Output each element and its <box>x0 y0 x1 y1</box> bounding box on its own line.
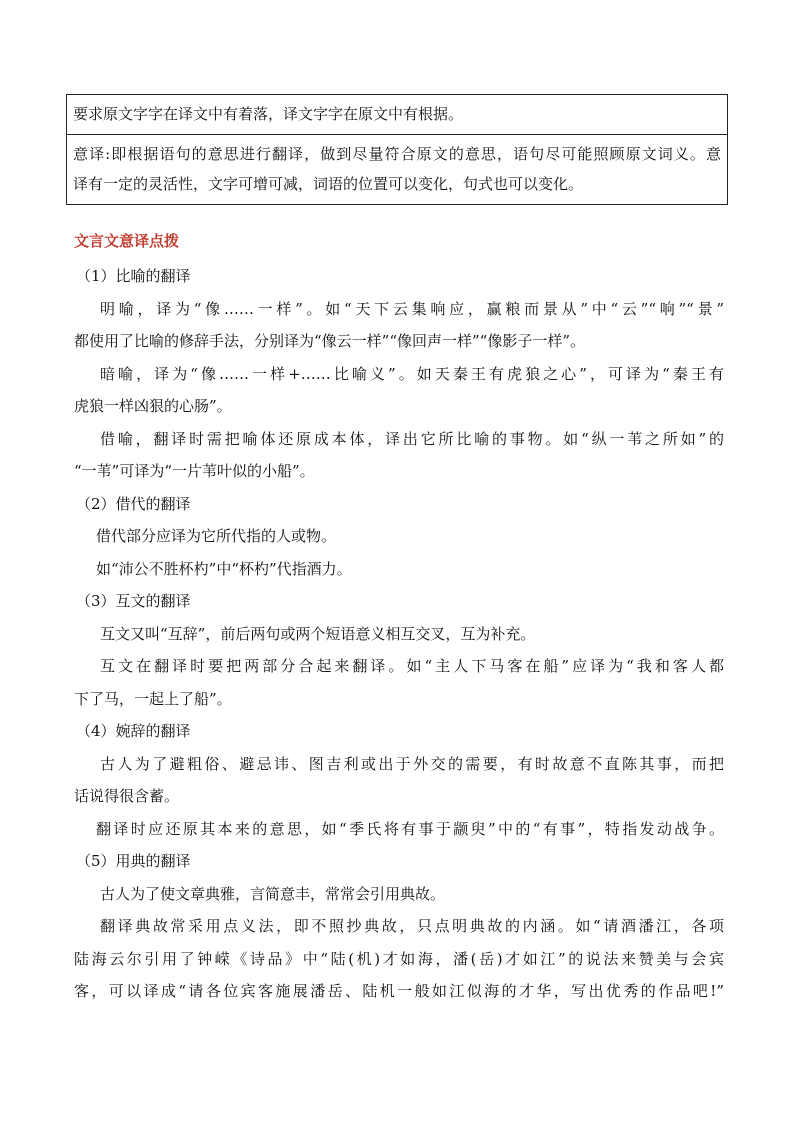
paragraph-line: 古人为了使文章典雅，言简意丰，常常会引用典故。 <box>100 884 446 903</box>
definition-table <box>66 94 728 205</box>
paragraph-line: 都使用了比喻的修辞手法，分别译为“像云一样”“像回声一样”“像影子一样”。 <box>74 332 586 350</box>
section-title: 文言文意译点拨 <box>74 232 180 250</box>
paragraph-line: 借喻，翻译时需把喻体还原成本体，译出它所比喻的事物。如“纵一苇之所如”的 <box>100 429 724 448</box>
free-translation-text-line2: 译有一定的灵活性，文字可增可减，词语的位置可以变化，句式也可以变化。 <box>73 175 584 193</box>
heading-allusion: （5）用典的翻译 <box>76 852 191 870</box>
heading-euphemism: （4）婉辞的翻译 <box>76 722 191 740</box>
paragraph-line: 客，可以译成“请各位宾客施展潘岳、陆机一般如江似海的才华，写出优秀的作品吧!” <box>74 982 724 1000</box>
paragraph-line: 翻译典故常采用点义法，即不照抄典故，只点明典故的内涵。如“请酒潘江，各项 <box>100 917 724 935</box>
heading-metonymy: （2）借代的翻译 <box>76 494 191 513</box>
heading-metaphor: （1）比喻的翻译 <box>76 267 191 285</box>
paragraph-line: 陆海云尔引用了钟嵘《诗品》中“陆(机)才如海，潘(岳)才如江”的说法来赞美与会宾 <box>74 949 724 968</box>
paragraph-line: 互文又叫“互辞”，前后两句或两个短语意义相互交叉，互为补充。 <box>100 624 536 643</box>
paragraph-line: 话说得很含蓄。 <box>74 787 180 805</box>
paragraph-line: 古人为了避粗俗、避忌讳、图吉利或出于外交的需要，有时故意不直陈其事，而把 <box>100 754 724 773</box>
paragraph-line: 如“沛公不胜杯杓”中“杯杓”代指酒力。 <box>96 559 352 578</box>
paragraph-line: 虎狼一样凶狠的心肠”。 <box>74 397 232 415</box>
section-content <box>74 260 724 1008</box>
paragraph-line: 暗喻，译为“像……一样+……比喻义”。如天秦王有虎狼之心”，可译为“秦王有 <box>100 364 724 383</box>
heading-intertext: （3）互文的翻译 <box>76 592 191 610</box>
free-translation-text-line1: 意译:即根据语句的意思进行翻译，做到尽量符合原文的意思，语句尽可能照顾原文词义。意 <box>73 145 721 163</box>
literal-translation-text: 要求原文字字在译文中有着落，译文字字在原文中有根据。 <box>73 105 464 123</box>
paragraph-line: 借代部分应译为它所代指的人或物。 <box>96 527 337 545</box>
paragraph-line: “一苇”可译为“一片苇叶似的小船”。 <box>74 462 315 480</box>
paragraph-line: 翻译时应还原其本来的意思，如“季氏将有事于颛臾”中的“有事”，特指发动战争。 <box>96 819 724 838</box>
paragraph-line: 明喻，译为“像……一样”。如“天下云集响应，赢粮而景从”中“云”“响”“景” <box>100 299 724 318</box>
paragraph-line: 下了马，一起上了船”。 <box>74 689 232 708</box>
definition-row-literal <box>67 95 727 134</box>
paragraph-line: 互文在翻译时要把两部分合起来翻译。如“主人下马客在船”应译为“我和客人都 <box>100 657 724 675</box>
definition-row-free <box>67 134 727 204</box>
